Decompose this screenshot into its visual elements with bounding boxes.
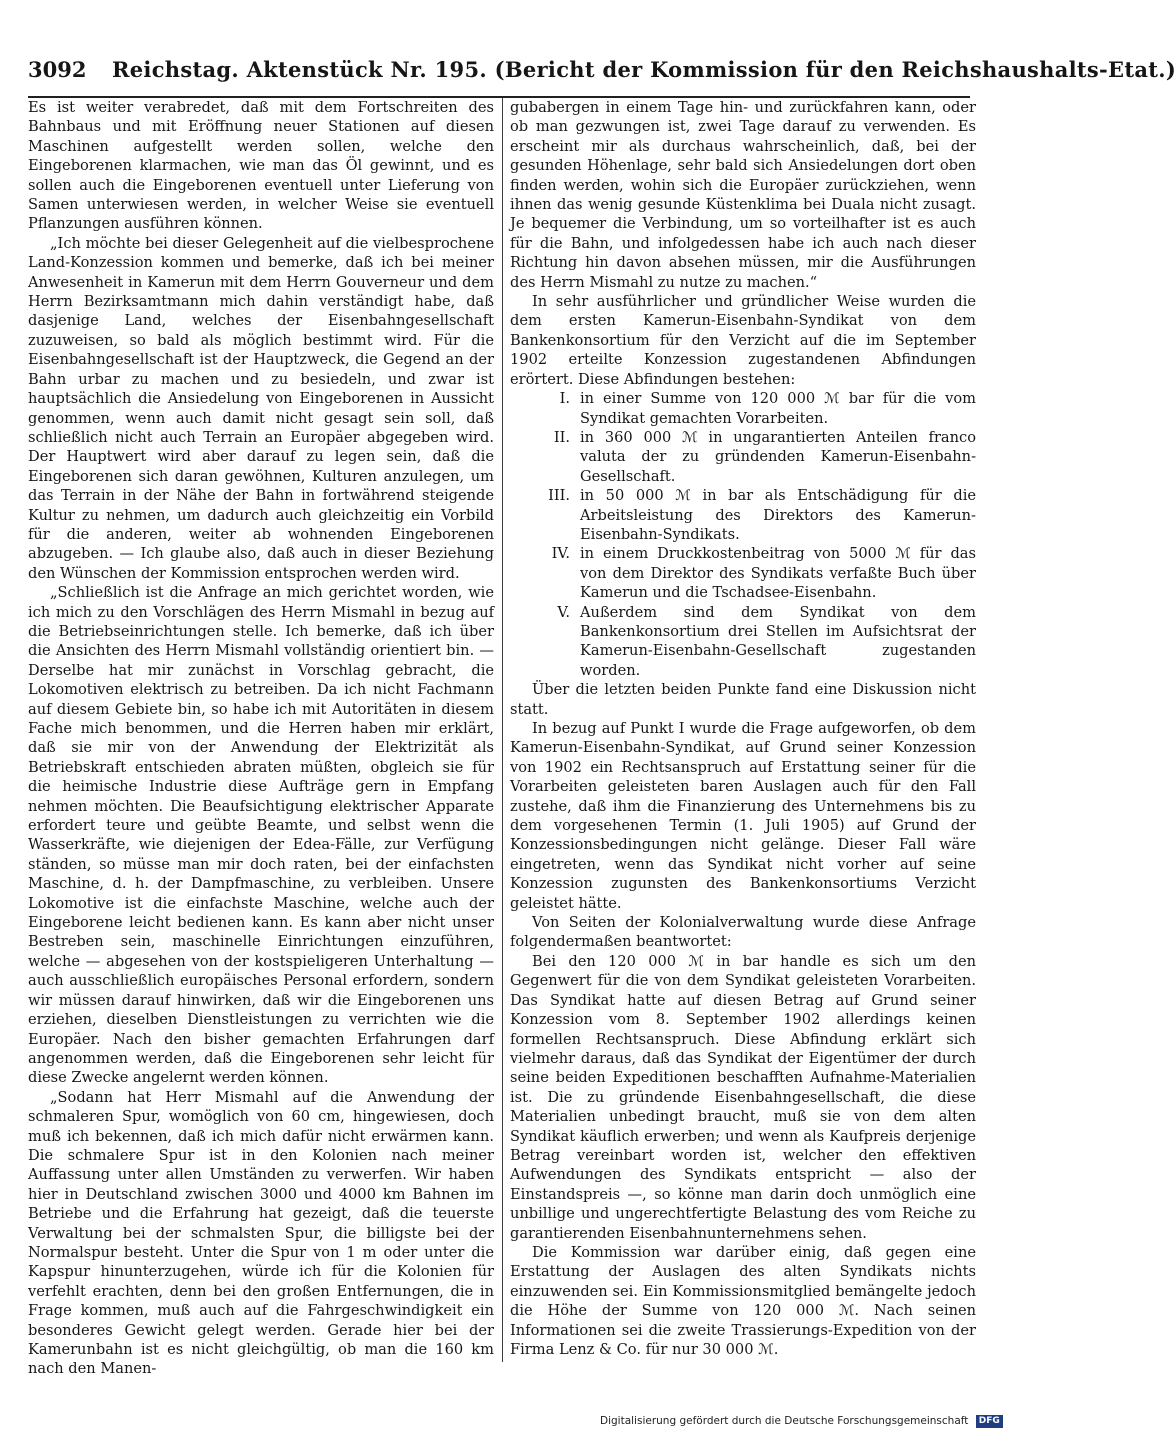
paragraph: gubabergen in einem Tage hin- und zurückfahren kann, oder ob man gezwungen ist, zwei Tage darauf zu verwenden. Es erscheint mir als durchaus wahrscheinlich, daß, bei der gesunden Höhenlage, sehr bald sich Ansiedelungen dort oben finden werden, wohin sich die Europäer zurückziehen, wenn ihnen das wenig gesunde Küstenklima bei Duala nicht zusagt. Je bequemer die Verbindung, um so vorteilhafter ist es auch für die Bahn, und infolgedessen habe ich auch nach dieser Richtung hin davon absehen müssen, mir die Ausführungen des Herrn Mismahl zu nutze zu machen.“ bbox=[510, 99, 976, 291]
paragraph: Über die letzten beiden Punkte fand eine Diskussion nicht statt. bbox=[510, 681, 976, 718]
list-item-number: I. bbox=[559, 390, 570, 408]
column-divider bbox=[502, 98, 503, 1362]
list-item bbox=[510, 428, 976, 486]
paragraph: Es ist weiter verabredet, daß mit dem Fortschreiten des Bahnbaus und mit Eröffnung neuer Stationen auf diesen Maschinen aufgestellt werden sollen, welche den Eingeborenen klarmachen, wie man das Öl gewinnt, und es sollen auch die Eingeborenen eventuell unter Lieferung von Samen unterwiesen werden, in welcher Weise sie eventuell Pflanzungen ausführen können. bbox=[28, 99, 494, 233]
paragraph: Bei den 120 000 ℳ in bar handle es sich um den Gegenwert für die von dem Syndikat geleisteten Vorarbeiten. Das Syndikat hatte auf diesen Betrag auf Grund seiner Konzession vom 8. September 1902 allerdings keinen formellen Rechtsanspruch. Diese Abfindung erklärt sich vielmehr daraus, daß das Syndikat der Eigentümer der durch seine beiden Expeditionen beschafften Aufnahme-Materialien ist. Die zu gründende Eisenbahngesellschaft, die diese Materialien unbedingt braucht, muß sie von dem alten Syndikat käuflich erwerben; und wenn als Kaufpreis derjenige Betrag vereinbart worden ist, welcher den effektiven Aufwendungen des Syndikats entspricht — also der Einstandspreis —, so könne man darin doch unmöglich eine unbillige und ungerechtfertigte Belastung des vom Reiche zu garantierenden Eisenbahnunternehmens sehen. bbox=[510, 952, 976, 1242]
right-column bbox=[510, 98, 976, 1362]
page-number: 3092 bbox=[28, 57, 87, 82]
list-item-text: in 50 000 ℳ in bar als Entschädigung für die Arbeitsleistung des Direktors des Kamerun-Eisenbahn-Syndikats. bbox=[580, 487, 976, 543]
list-item bbox=[510, 486, 976, 544]
footer-text: Digitalisierung gefördert durch die Deutsche Forschungsgemeinschaft bbox=[600, 1415, 969, 1427]
list-item bbox=[510, 603, 976, 681]
compensation-list bbox=[510, 389, 976, 680]
list-item-number: II. bbox=[553, 428, 570, 446]
paragraph: „Schließlich ist die Anfrage an mich gerichtet worden, wie ich mich zu den Vorschlägen des Herrn Mismahl in bezug auf die Betriebseinrichtungen stelle. Ich bemerke, daß ich über die Ansichten des Herrn Mismahl vollständig orientiert bin. — Derselbe hat mir zunächst in Vorschlag gebracht, die Lokomotiven elektrisch zu betreiben. Da ich nicht Fachmann auf diesem Gebiete bin, so habe ich mit Autoritäten in diesem Fache mich benommen, und die Herren haben mir erklärt, daß sie mir von der Anwendung der Elektrizität als Betriebskraft entschieden abraten müßten, obgleich sie für die heimische Industrie diese Aufträge gern in Empfang nehmen möchten. Die Beaufsichtigung elektrischer Apparate erfordert teure und geübte Beamte, und selbst wenn die Wasserkräfte, wie diejenigen der Edea-Fälle, zur Verfügung ständen, so müsse man mir doch raten, bei der einfachsten Maschine, d. h. der Dampfmaschine, zu verbleiben. Unsere Lokomotive ist die einfachste Maschine, welche auch der Eingeborene leicht bedienen kann. Es kann aber nicht unser Bestreben sein, maschinelle Einrichtungen einzuführen, welche — abgesehen von der kostspieligeren Unterhaltung — auch ausschließlich europäisches Personal erfordern, sondern wir müssen darauf hinwirken, daß wir die Eingeborenen uns erziehen, dieselben Dienstleistungen zu verrichten wie die Europäer. Nach den bisher gemachten Erfahrungen darf angenommen werden, daß die Eingeborenen sehr leicht für diese Zwecke angelernt werden können. bbox=[28, 584, 494, 1087]
paragraph: „Sodann hat Herr Mismahl auf die Anwendung der schmaleren Spur, womöglich von 60 cm, hingewiesen, doch muß ich bekennen, daß ich mich dafür nicht erwärmen kann. Die schmalere Spur ist in den Kolonien nach meiner Auffassung unter allen Umständen zu verwerfen. Wir haben hier in Deutschland zwischen 3000 und 4000 km Bahnen im Betriebe und die Erfahrung hat gezeigt, daß die teuerste Verwaltung bei der schmalsten Spur, die billigste bei der Normalspur besteht. Unter die Spur von 1 m oder unter die Kapspur hinunterzugehen, würde ich für die Kolonien für verfehlt erachten, denn bei den großen Entfernungen, die in Frage kommen, muß auch auf die Fahrgeschwindigkeit ein besonderes Gewicht gelegt werden. Gerade hier bei der Kamerunbahn ist es nicht gleichgültig, ob man die 160 km nach den Manen- bbox=[28, 1088, 494, 1378]
paragraph: In sehr ausführlicher und gründlicher Weise wurden die dem ersten Kamerun-Eisenbahn-Syndikat von dem Bankenkonsortium für den Verzicht auf die im September 1902 erteilte Konzession zugestandenen Abfindungen erörtert. Diese Abfindungen bestehen: bbox=[510, 293, 976, 388]
list-item-number: IV. bbox=[551, 545, 570, 563]
list-item bbox=[510, 544, 976, 602]
running-header bbox=[28, 50, 1176, 90]
list-item-text: in einer Summe von 120 000 ℳ bar für die vom Syndikat gemachten Vorarbeiten. bbox=[580, 390, 976, 427]
dfg-logo: DFG bbox=[976, 1415, 1003, 1428]
list-item-text: Außerdem sind dem Syndikat von dem Bankenkonsortium drei Stellen im Aufsichtsrat der Kamerun-Eisenbahn-Gesellschaft zugestanden worden. bbox=[580, 603, 976, 679]
running-title: Reichstag. Aktenstück Nr. 195. (Bericht der Kommission für den Reichshaushalts-Etat.) bbox=[112, 57, 1176, 82]
paragraph: „Ich möchte bei dieser Gelegenheit auf die vielbesprochene Land-Konzession kommen und bemerke, daß ich bei meiner Anwesenheit in Kamerun mit dem Herrn Gouverneur und dem Herrn Bezirksamtmann mich dahin verständigt habe, daß dasjenige Land, welches der Eisenbahngesellschaft zuzuweisen, so bald als möglich bestimmt wird. Für die Eisenbahngesellschaft ist der Hauptzweck, die Gegend an der Bahn urbar zu machen und zu besiedeln, und zwar ist hauptsächlich die Ansiedelung von Eingeborenen in Aussicht genommen, wenn auch damit nicht gesagt sein soll, daß schließlich nicht auch Terrain an Europäer abgegeben wird. Der Hauptwert wird aber darauf zu legen sein, daß die Eingeborenen sich daran gewöhnen, Kulturen anzulegen, um das Terrain in der Nähe der Bahn in fortwährend steigende Kultur zu nehmen, um dadurch auch gleichzeitig ein Vorbild für die anderen, weiter ab wohnenden Eingeborenen abzugeben. — Ich glaube also, daß auch in dieser Beziehung den Wünschen der Kommission entsprochen werden wird. bbox=[28, 234, 494, 582]
left-column bbox=[28, 98, 494, 1378]
list-item bbox=[510, 389, 976, 428]
list-item-number: III. bbox=[548, 487, 570, 505]
paragraph: Die Kommission war darüber einig, daß gegen eine Erstattung der Auslagen des alten Syndikats nichts einzuwenden sei. Ein Kommissionsmitglied bemängelte jedoch die Höhe der Summe von 120 000 ℳ. Nach seinen Informationen sei die zweite Trassierungs-Expedition von der Firma Lenz & Co. für nur 30 000 ℳ. bbox=[510, 1243, 976, 1358]
list-item-text: in einem Druckkostenbeitrag von 5000 ℳ für das von dem Direktor des Syndikats verfaßte Buch über Kamerun und die Tschadsee-Eisenbahn. bbox=[580, 545, 976, 602]
paragraph: In bezug auf Punkt I wurde die Frage aufgeworfen, ob dem Kamerun-Eisenbahn-Syndikat, auf Grund seiner Konzession von 1902 ein Rechtsanspruch auf Erstattung seiner für die Vorarbeiten geleisteten baren Auslagen auch für den Fall zustehe, daß ihm die Finanzierung des Unternehmens bis zu dem vorgesehenen Termin (1. Juli 1905) auf Grund der Konzessionsbedingungen nicht gelänge. Dieser Fall wäre eingetreten, wenn das Syndikat nicht vorher auf seine Konzession zugunsten des Bankenkonsortiums Verzicht geleistet hätte. bbox=[510, 720, 976, 912]
digitization-footer bbox=[600, 1413, 1000, 1429]
paragraph: Von Seiten der Kolonialverwaltung wurde diese Anfrage folgendermaßen beantwortet: bbox=[510, 914, 976, 951]
list-item-text: in 360 000 ℳ in ungarantierten Anteilen franco valuta der zu gründenden Kamerun-Eisenbahn-Gesellschaft. bbox=[580, 428, 976, 485]
list-item-number: V. bbox=[557, 603, 570, 621]
